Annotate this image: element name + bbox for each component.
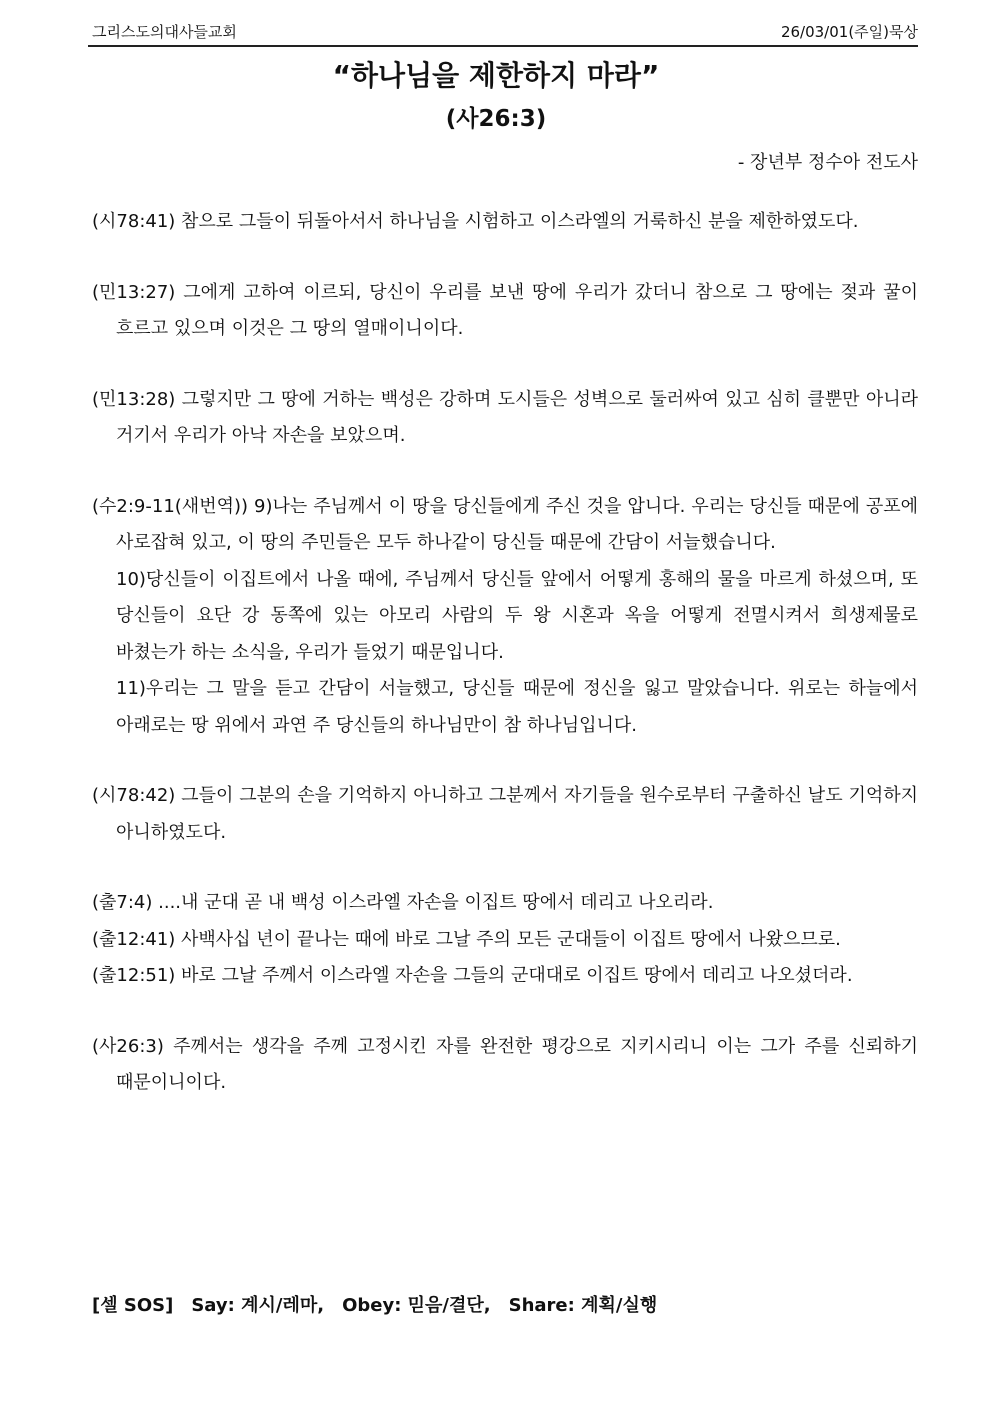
meditation-date: 26/03/01(주일)묵상 <box>780 23 918 41</box>
verse-psalm-78-42: (시78:42) 그들이 그분의 손을 기억하지 아니하고 그분께서 자기들을 원수로부터 구출하신 날도 기억하지 아니하였도다. <box>92 785 918 843</box>
verse-exodus-12-41: (출12:41) 사백사십 년이 끝나는 때에 바로 그날 주의 모든 군대들이 이집트 땅에서 나왔으므로. <box>92 928 841 950</box>
verse-psalm-78-41: (시78:41) 참으로 그들이 뒤돌아서서 하나님을 시험하고 이스라엘의 거룩하신 분을 제한하였도다. <box>92 211 859 232</box>
verse-numbers-13-28: (민13:28) 그렇지만 그 땅에 거하는 백성은 강하며 도시들은 성벽으로 둘러싸여 있고 심히 클뿐만 아니라 거기서 우리가 아낙 자손을 보았으며. <box>92 388 918 446</box>
cell-sos-label: [셀 SOS] <box>92 1295 174 1316</box>
verse-isaiah-26-3: (사26:3) 주께서는 생각을 주께 고정시킨 자를 완전한 평강으로 지키시리니 이는 그가 주를 신뢰하기 때문이니이다. <box>92 1035 918 1093</box>
cell-sos-footer <box>92 1290 657 1322</box>
church-name: 그리스도의대사들교회 <box>92 23 237 41</box>
sermon-title: “하나님을 제한하지 마라” <box>332 59 660 92</box>
scripture-list <box>92 204 918 1102</box>
header-divider <box>88 45 918 47</box>
share-item: Share: 계획/실행 <box>508 1295 658 1316</box>
obey-item: Obey: 믿음/결단, <box>342 1295 491 1316</box>
verse-numbers-13-27: (민13:27) 그에게 고하여 이르되, 당신이 우리를 보낸 땅에 우리가 갔더니 참으로 그 땅에는 젖과 꿀이 흐르고 있으며 이것은 그 땅의 열매이니이다. <box>92 281 918 339</box>
verse-joshua-2-11: 11)우리는 그 말을 듣고 간담이 서늘했고, 당신들 때문에 정신을 잃고 말았습니다. 위로는 하늘에서 아래로는 땅 위에서 과연 주 당신들의 하나님만이 참 하나님입니다. <box>116 678 918 736</box>
verse-joshua-2-9: (수2:9-11(새번역)) 9)나는 주님께서 이 땅을 당신들에게 주신 것을 압니다. 우리는 당신들 때문에 공포에 사로잡혀 있고, 이 땅의 주민들은 모두 하나같이 당신들 때문에 간담이 서늘했습니다. <box>92 495 918 553</box>
say-item: Say: 계시/레마, <box>191 1295 325 1316</box>
verse-joshua-2-10: 10)당신들이 이집트에서 나올 때에, 주님께서 당신들 앞에서 어떻게 홍해의 물을 마르게 하셨으며, 또 당신들이 요단 강 동쪽에 있는 아모리 사람의 두 왕 시혼과 옥을 어떻게 전멸시켜서 희생제물로 바쳤는가 하는 소식을, 우리가 들었기 때문입니다. <box>116 568 918 663</box>
verse-exodus-7-4: (출7:4) ....내 군대 곧 내 백성 이스라엘 자손을 이집트 땅에서 데리고 나오리라. <box>92 892 714 913</box>
page-header <box>92 20 918 44</box>
preacher-line: - 장년부 정수아 전도사 <box>737 152 918 173</box>
sermon-reference: (사26:3) <box>445 106 547 132</box>
verse-exodus-12-51: (출12:51) 바로 그날 주께서 이스라엘 자손을 그들의 군대대로 이집트 땅에서 데리고 나오셨더라. <box>92 965 853 986</box>
